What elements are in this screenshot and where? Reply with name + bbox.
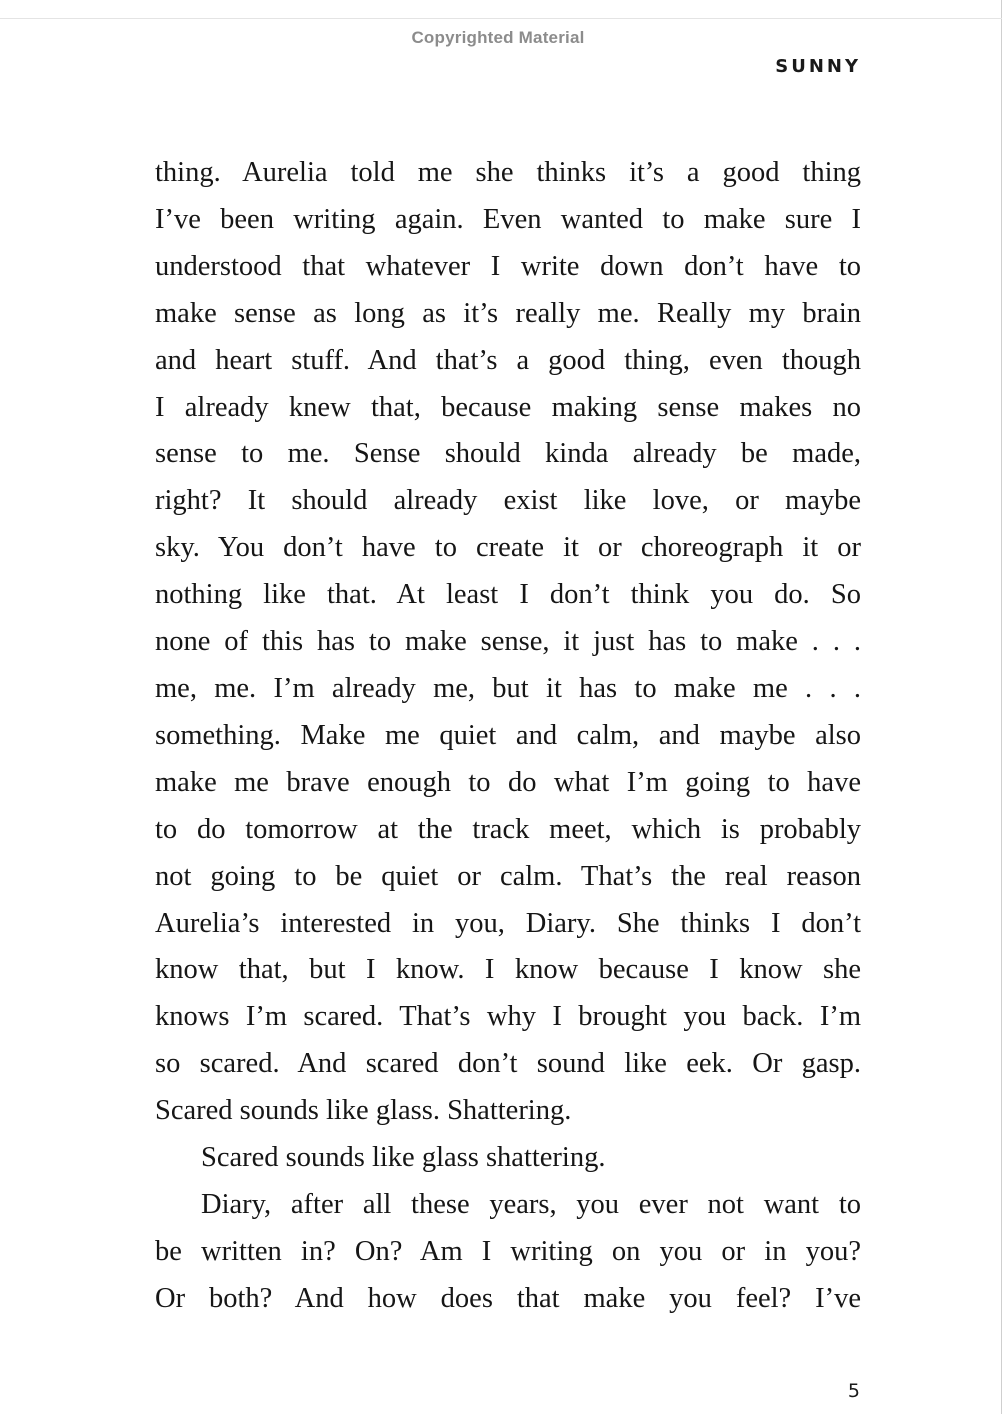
text-line: knows I’m scared. That’s why I brought you back. I’m (155, 1001, 861, 1033)
text-line: nothing like that. At least I don’t think you do. So (155, 579, 861, 611)
copyright-watermark: Copyrighted Material (411, 28, 585, 47)
text-line: I’ve been writing again. Even wanted to make sure I (155, 203, 861, 235)
text-line: Aurelia’s interested in you, Diary. She thinks I don’t (155, 907, 861, 939)
text-line: be written in? On? Am I writing on you or in you? (155, 1235, 861, 1267)
text-line: not going to be quiet or calm. That’s the real reason (155, 860, 861, 892)
page-number: 5 (847, 1380, 860, 1402)
body-text (155, 150, 861, 1323)
text-line: to do tomorrow at the track meet, which is probably (155, 813, 861, 845)
text-line: something. Make me quiet and calm, and maybe also (155, 719, 861, 751)
text-line: so scared. And scared don’t sound like eek. Or gasp. (155, 1048, 861, 1080)
text-line: sky. You don’t have to create it or choreograph it or (155, 532, 861, 564)
running-head: SUNNY (775, 56, 861, 77)
text-line: understood that whatever I write down don’t have to (155, 250, 861, 282)
text-line: Or both? And how does that make you feel? I’ve (155, 1282, 861, 1314)
text-line: sense to me. Sense should kinda already be made, (155, 438, 861, 470)
text-line: make sense as long as it’s really me. Really my brain (155, 297, 861, 329)
text-line: and heart stuff. And that’s a good thing, even though (155, 344, 861, 376)
paragraph-line: Scared sounds like glass shattering. (201, 1142, 606, 1174)
text-line: thing. Aurelia told me she thinks it’s a good thing (155, 157, 861, 188)
text-line: right? It should already exist like love, or maybe (155, 485, 861, 517)
text-line: me, me. I’m already me, but it has to make me . . . (155, 672, 861, 704)
paragraph-first-line: Diary, after all these years, you ever not want to (201, 1188, 861, 1220)
paragraph-end-line: Scared sounds like glass. Shattering. (155, 1095, 572, 1127)
top-divider (0, 18, 1002, 19)
text-line: know that, but I know. I know because I know she (155, 954, 861, 986)
text-line: make me brave enough to do what I’m going to have (155, 766, 861, 798)
text-line: I already knew that, because making sense makes no (155, 391, 861, 423)
text-line: none of this has to make sense, it just has to make . . . (155, 626, 861, 658)
